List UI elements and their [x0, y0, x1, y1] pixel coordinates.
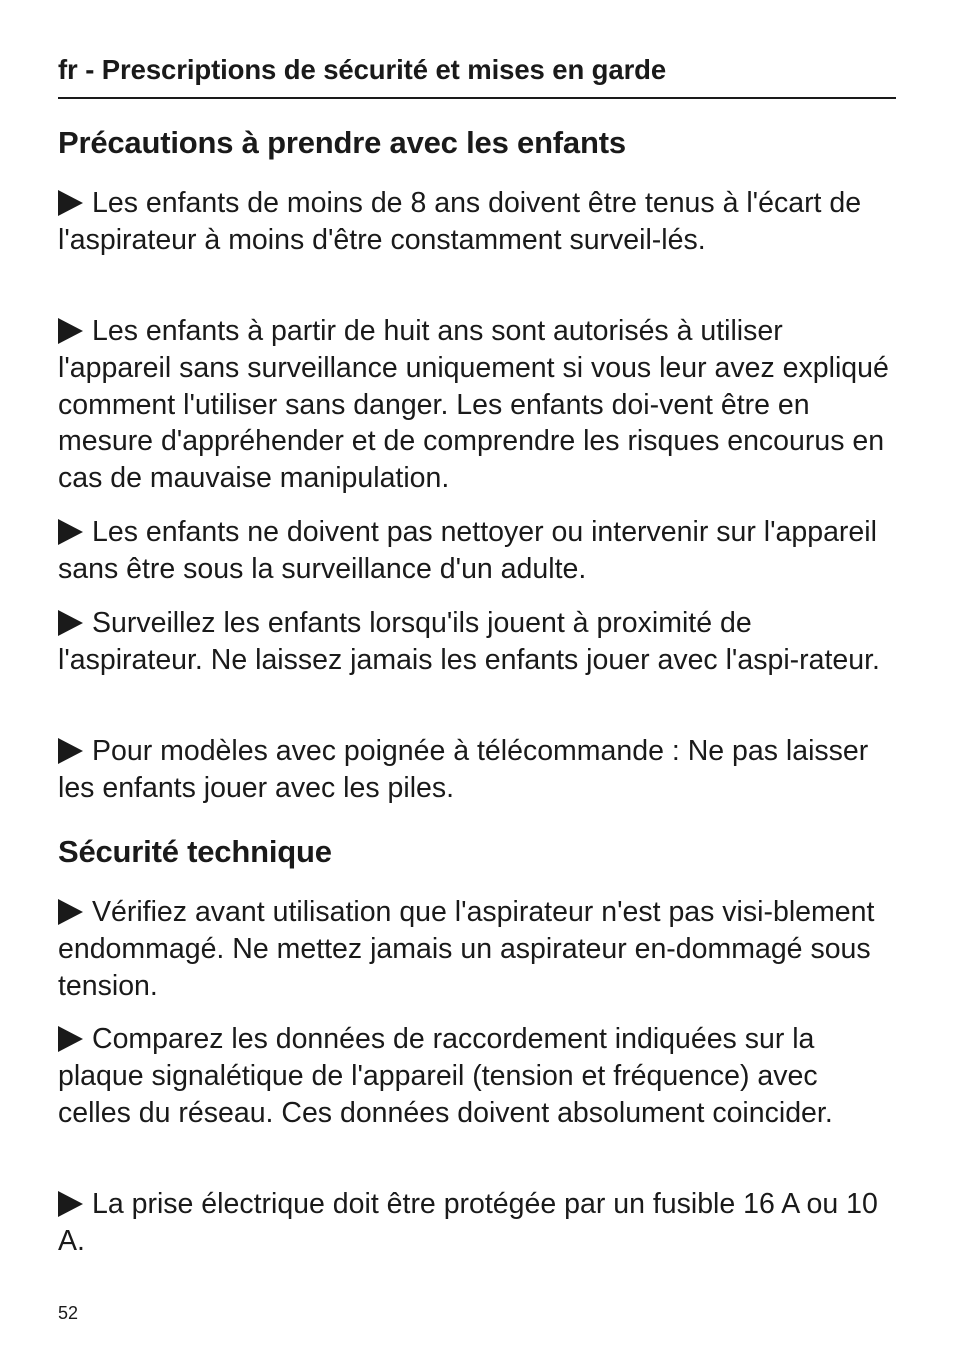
triangle-right-icon — [58, 738, 83, 764]
warning-item — [58, 514, 896, 588]
section-title-technical-safety: Sécurité technique — [58, 834, 332, 869]
warning-text: Surveillez les enfants lorsqu'ils jouent à proximité de l'aspirateur. Ne laissez jamais les enfants jouer avec l'aspi-rateur. — [58, 607, 880, 676]
triangle-right-icon — [58, 190, 83, 216]
triangle-right-icon — [58, 318, 83, 344]
page-number: 52 — [58, 1303, 79, 1323]
warning-text: Les enfants de moins de 8 ans doivent être tenus à l'écart de l'aspirateur à moins d'être constamment surveil-lés. — [58, 187, 862, 256]
warning-item — [58, 733, 896, 807]
warning-item — [58, 1186, 896, 1260]
warning-item — [58, 894, 896, 1004]
warning-text: La prise électrique doit être protégée par un fusible 16 A ou 10 A. — [58, 1188, 878, 1257]
running-header — [58, 52, 896, 99]
section-title-children: Précautions à prendre avec les enfants — [58, 125, 626, 160]
warning-text: Les enfants ne doivent pas nettoyer ou intervenir sur l'appareil sans être sous la surveillance d'un adulte. — [58, 516, 877, 585]
triangle-right-icon — [58, 610, 83, 636]
warning-item — [58, 605, 896, 679]
warning-text: Pour modèles avec poignée à télécommande : Ne pas laisser les enfants jouer avec les piles. — [58, 735, 869, 804]
warning-text: Les enfants à partir de huit ans sont autorisés à utiliser l'appareil sans surveillance uniquement si vous leur avez expliqué comment l'utiliser sans danger. Les enfants doi-vent être en mesure d'appréhender et de comprendre les risques encourus en cas de mauvaise manipulation. — [58, 315, 889, 495]
triangle-right-icon — [58, 1191, 83, 1217]
warning-text: Comparez les données de raccordement indiquées sur la plaque signalétique de l'appareil (tension et fréquence) avec celles du réseau. Ces données doivent absolument coincider. — [58, 1023, 833, 1129]
triangle-right-icon — [58, 899, 83, 925]
warning-item — [58, 313, 896, 497]
warning-text: Vérifiez avant utilisation que l'aspirateur n'est pas visi-blement endommagé. Ne mettez jamais un aspirateur en-dommagé sous tension. — [58, 896, 875, 1002]
triangle-right-icon — [58, 519, 83, 545]
warning-item — [58, 185, 896, 259]
warning-item — [58, 1021, 896, 1131]
triangle-right-icon — [58, 1026, 83, 1052]
running-header-title: fr - Prescriptions de sécurité et mises en garde — [58, 54, 667, 85]
